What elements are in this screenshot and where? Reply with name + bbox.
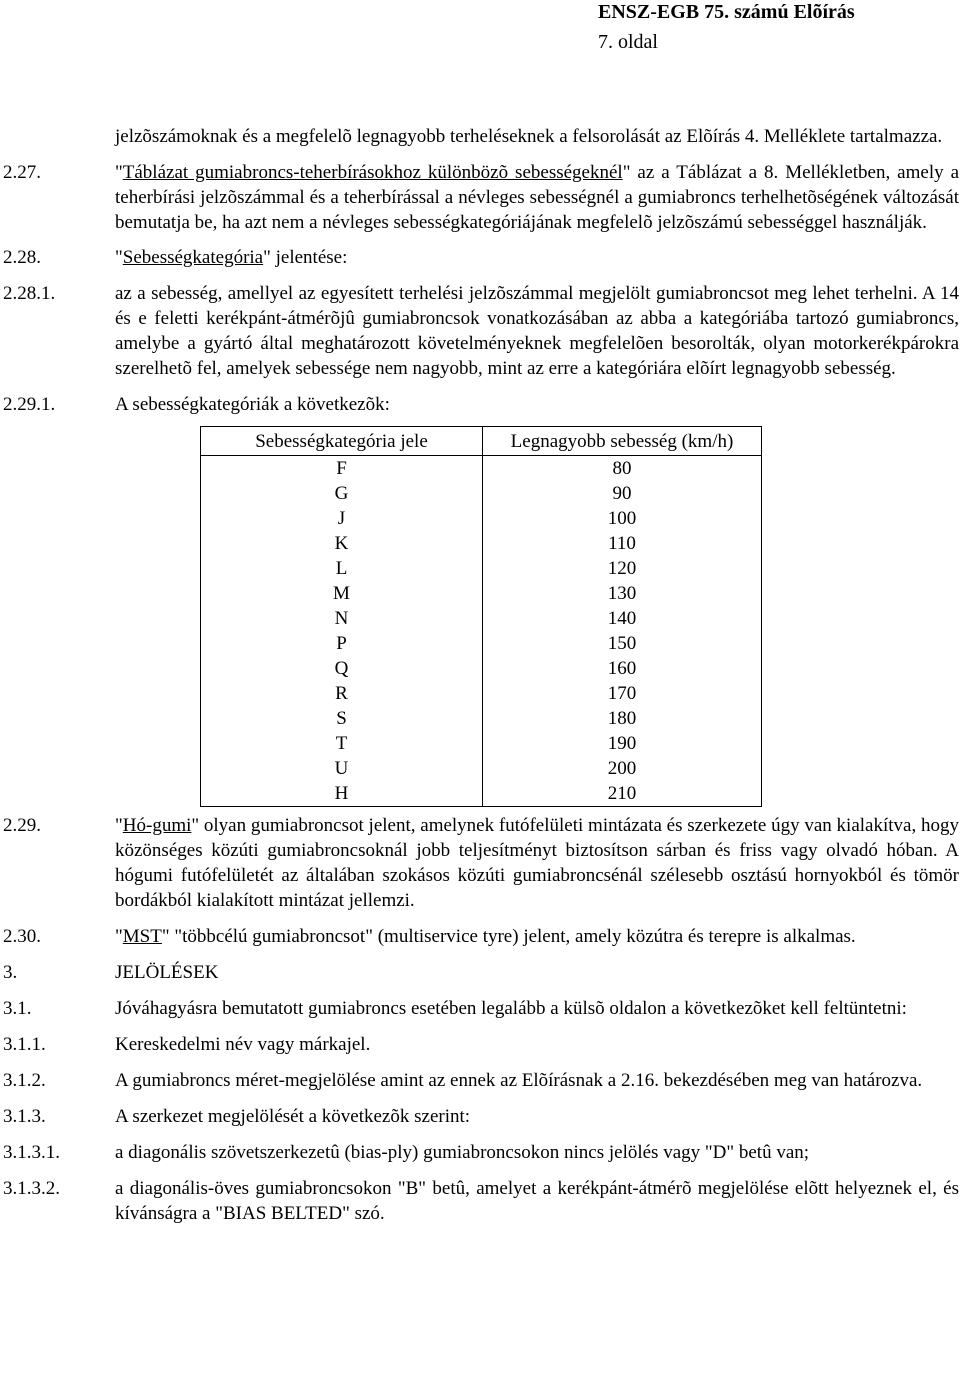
section-text: A gumiabroncs méret-megjelölése amint az ennek az Elõírásnak a 2.16. bekezdésében meg van határozva. bbox=[115, 1070, 923, 1091]
page-header bbox=[598, 0, 898, 54]
category-cell: R bbox=[201, 681, 483, 706]
category-cell: H bbox=[201, 781, 483, 807]
section-text bbox=[115, 813, 959, 913]
document-body bbox=[3, 124, 959, 1226]
section-text: a diagonális szövetszerkezetû (bias-ply) gumiabroncsokon nincs jelölés vagy "D" betû van; bbox=[115, 1142, 810, 1163]
section-text: Jóváhagyásra bemutatott gumiabroncs esetében legalább a külsõ oldalon a következõket kell feltüntetni: bbox=[115, 998, 907, 1019]
section-2-29 bbox=[3, 813, 959, 913]
category-cell: T bbox=[201, 731, 483, 756]
table-row bbox=[201, 756, 762, 781]
table-row bbox=[201, 681, 762, 706]
section-number: 3.1.3.1. bbox=[3, 1142, 60, 1163]
speed-cell: 80 bbox=[483, 456, 762, 482]
section-2-29-1 bbox=[3, 392, 959, 417]
table-row bbox=[201, 581, 762, 606]
section-3 bbox=[3, 960, 959, 985]
section-3-1-2 bbox=[3, 1068, 959, 1093]
section-number: 2.27. bbox=[3, 162, 41, 183]
section-number: 3.1.2. bbox=[3, 1070, 46, 1091]
defined-term: Sebességkategória bbox=[122, 247, 264, 268]
speed-cell: 160 bbox=[483, 656, 762, 681]
document-title: ENSZ-EGB 75. számú Elõírás bbox=[598, 1, 855, 23]
speed-cell: 200 bbox=[483, 756, 762, 781]
speed-cell: 180 bbox=[483, 706, 762, 731]
table-row bbox=[201, 456, 762, 482]
section-number: 3.1. bbox=[3, 998, 32, 1019]
section-3-1 bbox=[3, 996, 959, 1021]
category-cell: S bbox=[201, 706, 483, 731]
section-number: 3.1.3. bbox=[3, 1106, 46, 1127]
defined-term: Hó-gumi bbox=[122, 815, 192, 836]
intro-text: jelzõszámoknak és a megfelelõ legnagyobb terheléseknek a felsorolását az Elõírás 4. Melléklete tartalmazza. bbox=[115, 126, 943, 147]
category-cell: M bbox=[201, 581, 483, 606]
section-3-1-3-2 bbox=[3, 1176, 959, 1226]
table-row bbox=[201, 506, 762, 531]
section-2-28-1 bbox=[3, 281, 959, 381]
section-number: 2.28. bbox=[3, 247, 41, 268]
section-text bbox=[115, 160, 959, 235]
speed-cell: 140 bbox=[483, 606, 762, 631]
section-text: A sebességkategóriák a következõk: bbox=[115, 394, 390, 415]
section-text: A szerkezet megjelölését a következõk szerint: bbox=[115, 1106, 471, 1127]
quote-mark: " bbox=[115, 247, 123, 268]
table-header-row bbox=[201, 427, 762, 456]
table-row bbox=[201, 556, 762, 581]
definition-text: " olyan gumiabroncsot jelent, amelynek futófelületi mintázata és szerkezete úgy van kialakítva, hogy közönséges közúti gumiabroncsoknál jobb teljesítményt biztosítson sárban és friss vagy olvadó hóban. A hógumi futófelületét az általában szokásos közúti gumiabroncsénál szélesebb osztású hornyokból és tömör bordákból kialakított mintázat jellemzi. bbox=[115, 815, 959, 911]
quote-mark: " bbox=[115, 926, 123, 947]
category-cell: K bbox=[201, 531, 483, 556]
column-header-max-speed: Legnagyobb sebesség (km/h) bbox=[483, 427, 762, 456]
section-3-1-3-1 bbox=[3, 1140, 959, 1165]
section-text bbox=[115, 245, 959, 270]
category-cell: F bbox=[201, 456, 483, 482]
column-header-category: Sebességkategória jele bbox=[201, 427, 483, 456]
defined-term: MST bbox=[122, 926, 162, 947]
category-cell: G bbox=[201, 481, 483, 506]
defined-term: Táblázat gumiabroncs-teherbírásokhoz különbözõ sebességeknél bbox=[122, 162, 623, 183]
page-number: 7. oldal bbox=[598, 31, 658, 53]
section-number: 2.28.1. bbox=[3, 283, 56, 304]
section-number: 2.30. bbox=[3, 926, 41, 947]
table-row bbox=[201, 631, 762, 656]
definition-text: " "többcélú gumiabroncsot" (multiservice tyre) jelent, amely közútra és terepre is alkalmas. bbox=[161, 926, 856, 947]
definition-text: " az a Táblázat a 8. Mellékletben, amely a teherbírási jelzõszámmal és a teherbírással a névleges sebességnél a gumiabroncs terhelhetõségének változását bemutatja be, ha azt nem a névleges sebességkategóriájának megfelelõ jelzõszámú sebességgel használják. bbox=[115, 162, 959, 233]
intro-paragraph bbox=[3, 124, 959, 149]
speed-cell: 150 bbox=[483, 631, 762, 656]
quote-mark: " bbox=[115, 815, 123, 836]
section-text bbox=[115, 924, 959, 949]
section-number: 3.1.1. bbox=[3, 1034, 46, 1055]
section-heading: JELÖLÉSEK bbox=[115, 962, 219, 983]
speed-cell: 90 bbox=[483, 481, 762, 506]
category-cell: P bbox=[201, 631, 483, 656]
category-cell: J bbox=[201, 506, 483, 531]
category-cell: U bbox=[201, 756, 483, 781]
table-row bbox=[201, 606, 762, 631]
speed-cell: 190 bbox=[483, 731, 762, 756]
speed-cell: 100 bbox=[483, 506, 762, 531]
table-row bbox=[201, 531, 762, 556]
speed-cell: 120 bbox=[483, 556, 762, 581]
definition-text: " jelentése: bbox=[263, 247, 348, 268]
section-number: 2.29.1. bbox=[3, 394, 56, 415]
category-cell: L bbox=[201, 556, 483, 581]
table-row bbox=[201, 706, 762, 731]
section-text: Kereskedelmi név vagy márkajel. bbox=[115, 1034, 371, 1055]
table-row bbox=[201, 781, 762, 807]
section-2-30 bbox=[3, 924, 959, 949]
table-row bbox=[201, 656, 762, 681]
speed-cell: 110 bbox=[483, 531, 762, 556]
section-number: 3. bbox=[3, 962, 18, 983]
section-2-27 bbox=[3, 160, 959, 235]
category-cell: N bbox=[201, 606, 483, 631]
section-3-1-3 bbox=[3, 1104, 959, 1129]
quote-mark: " bbox=[115, 162, 123, 183]
section-text: a diagonális-öves gumiabroncsokon "B" betû, amelyet a kerékpánt-átmérõ megjelölése elõtt helyeznek el, és kívánságra a "BIAS BELTED" szó. bbox=[115, 1178, 959, 1224]
section-3-1-1 bbox=[3, 1032, 959, 1057]
speed-cell: 170 bbox=[483, 681, 762, 706]
table-row bbox=[201, 481, 762, 506]
speed-category-table bbox=[200, 426, 762, 807]
speed-cell: 210 bbox=[483, 781, 762, 807]
section-text: az a sebesség, amellyel az egyesített terhelési jelzõszámmal megjelölt gumiabroncsot meg lehet terhelni. A 14 és e feletti kerékpánt-átmérõjû gumiabroncsok vonatkozásában az abba a kategóriába tartozó gumiabroncs, amelybe a gyártó által meghatározott követelményeknek megfelelõen besorolták, olyan motorkerékpárokra szerelhetõ fel, amelyek sebessége nem nagyobb, mint az erre a kategóriára elõírt legnagyobb sebesség. bbox=[115, 283, 959, 379]
category-cell: Q bbox=[201, 656, 483, 681]
section-number: 2.29. bbox=[3, 815, 41, 836]
section-2-28 bbox=[3, 245, 959, 270]
table-row bbox=[201, 731, 762, 756]
section-number: 3.1.3.2. bbox=[3, 1178, 60, 1199]
speed-cell: 130 bbox=[483, 581, 762, 606]
